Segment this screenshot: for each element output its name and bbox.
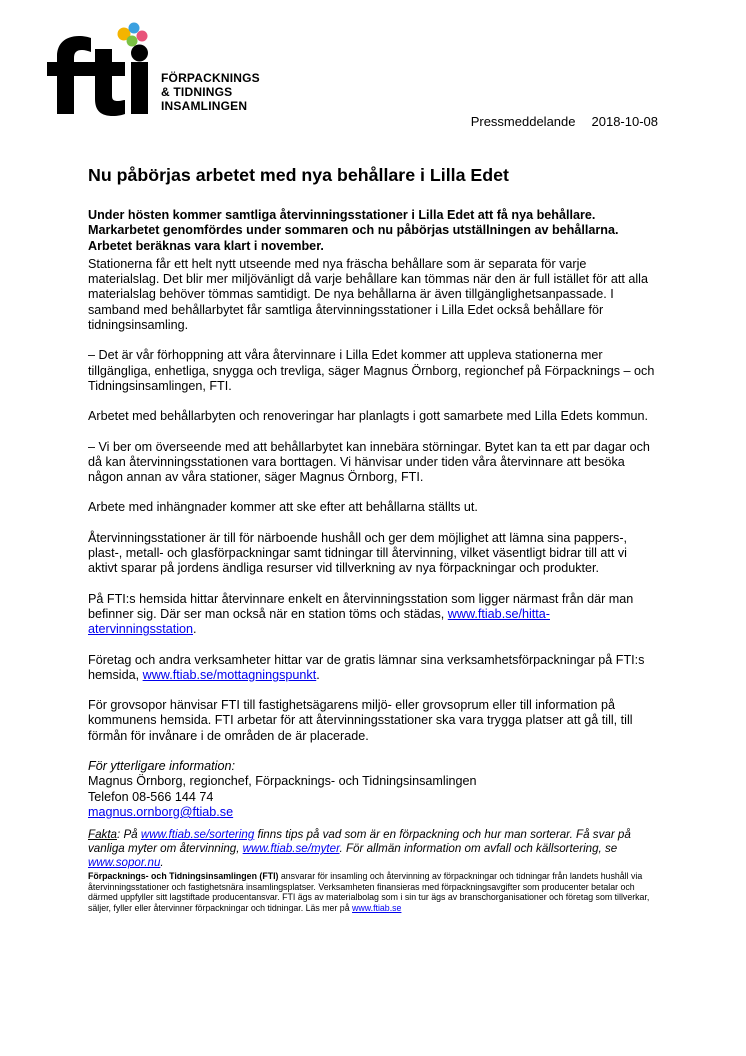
lead-paragraph: Under hösten kommer samtliga återvinningsstationer i Lilla Edet att få nya behållare. Markarbetet genomfördes under sommaren och nu påbörjas utställningen av behållarna. Arbetet beräknas vara klart i november. — [88, 208, 619, 253]
myter-link[interactable]: www.ftiab.se/myter — [242, 842, 340, 856]
contact-block — [88, 759, 658, 820]
release-date: 2018-10-08 — [591, 114, 658, 129]
press-release-header — [471, 114, 658, 129]
paragraph-7-text: På FTI:s hemsida hittar återvinnare enkelt en återvinningsstation som ligger närmast från där man befinner sig. Där ser man också när en station töms och städas, — [88, 591, 634, 621]
fti-logo-mark — [47, 22, 157, 118]
paragraph-9: För grovsopor hänvisar FTI till fastighetsägarens miljö- eller grovsoprum eller till information på kommunens hemsida. FTI arbetar för att återvinningsstationer ska vara trygga platser att gå till, till förmån för invånare i de områden de är placerade. — [88, 698, 633, 743]
doc-type: Pressmeddelande — [470, 114, 576, 129]
logo-line-1: FÖRPACKNINGS — [161, 71, 260, 85]
paragraph-2: – Det är vår förhoppning att våra återvinnare i Lilla Edet kommer att uppleva stationerna mer tillgängliga, enhetliga, snygga och trevliga, säger Magnus Örnborg, regionchef på Förpacknings – och Tidningsinsamlingen, FTI. — [88, 348, 655, 393]
contact-phone: Telefon 08-566 144 74 — [88, 789, 214, 804]
fakta-text-1: : På — [117, 828, 141, 842]
paragraph-7-end: . — [193, 622, 197, 637]
paragraph-6: Återvinningsstationer är till för närboende hushåll och ger dem möjlighet att lämna sina pappers-, plast-, metall- och glasförpackningar samt tidningar till återvinning, vilket väsentligt bidrar till att vi aktivt sparar på jordens ändliga resurser vid tillverkning av nya förpackningar och produkter. — [88, 530, 628, 576]
document-body — [88, 164, 658, 914]
footer-about — [88, 871, 658, 913]
fakta-block — [88, 828, 658, 870]
page-title: Nu påbörjas arbetet med nya behållare i Lilla Edet — [88, 165, 509, 185]
footer-org: Förpacknings- och Tidningsinsamlingen (FTI) — [88, 871, 279, 882]
paragraph-1: Stationerna får ett helt nytt utseende med nya fräscha behållare som är separata för varje materialslag. Det blir mer miljövänligt då varje behållare kan tömmas när den är full istället för att alla materialslag behöver tömmas samtidigt. De nya behållarna är även tillgänglighetsanpassade. I samband med behållarbytet får samtliga återvinningsstationer i Lilla Edet också behållare för tidningsinsamling. — [88, 256, 648, 333]
paragraph-5: Arbete med inhängnader kommer att ske efter att behållarna ställts ut. — [88, 500, 478, 515]
sopor-link[interactable]: www.sopor.nu — [88, 856, 161, 870]
paragraph-8-end: . — [316, 667, 320, 682]
paragraph-8-text: Företag och andra verksamheter hittar var de gratis lämnar sina verksamhetsförpackningar på FTI:s hemsida, — [88, 652, 645, 682]
contact-heading: För ytterligare information: — [88, 759, 235, 774]
fti-logo — [47, 22, 287, 118]
ftiab-link[interactable]: www.ftiab.se — [352, 902, 402, 913]
logo-line-3: INSAMLINGEN — [161, 99, 248, 113]
paragraph-7 — [88, 592, 658, 638]
paragraph-8 — [88, 653, 658, 684]
footer-text: ansvarar för insamling och återvinning av förpackningar och tidningar från landets hushåll via återvinningsstationer och fastighetsnära insamlingsplatser. Verksamheten finansieras med förpackningsavgifter som producenter betalar och därmed uppfyller sitt lagstiftade producentansvar. FTI ägs av materialbolag som i sin tur ägs av branschorganisationer och företag som tillverkar, säljer, fyller eller återvinner förpackningar och tidningar. Läs mer på — [88, 871, 650, 913]
hitta-atervinningsstation-link[interactable]: www.ftiab.se/hitta-atervinningsstation — [88, 606, 550, 637]
contact-email-link[interactable]: magnus.ornborg@ftiab.se — [88, 804, 234, 819]
fti-logo-text — [161, 71, 260, 113]
mottagningspunkt-link[interactable]: www.ftiab.se/mottagningspunkt — [142, 667, 317, 682]
logo-line-2: & TIDNINGS — [161, 85, 233, 99]
fakta-text-2: finns tips på vad som är en förpackning och hur man sorterar. Få svar på vanliga myter om återvinning, — [88, 828, 631, 856]
fakta-text-3: . För allmän information om avfall och källsortering, se — [339, 842, 618, 856]
paragraph-4: – Vi ber om överseende med att behållarbytet kan innebära störningar. Bytet kan ta ett par dagar och då kan återvinningsstationen vara borttagen. Vi hänvisar under tiden våra återvinnare att besöka någon annan av våra stationer, säger Magnus Örnborg, FTI. — [88, 439, 650, 485]
fakta-text-4: . — [160, 856, 164, 870]
paragraph-3: Arbetet med behållarbyten och renoveringar har planlagts i gott samarbete med Lilla Edets kommun. — [88, 409, 649, 424]
sortering-link[interactable]: www.ftiab.se/sortering — [140, 828, 255, 842]
contact-name: Magnus Örnborg, regionchef, Förpacknings- och Tidningsinsamlingen — [88, 774, 477, 789]
fakta-label: Fakta — [88, 828, 117, 842]
